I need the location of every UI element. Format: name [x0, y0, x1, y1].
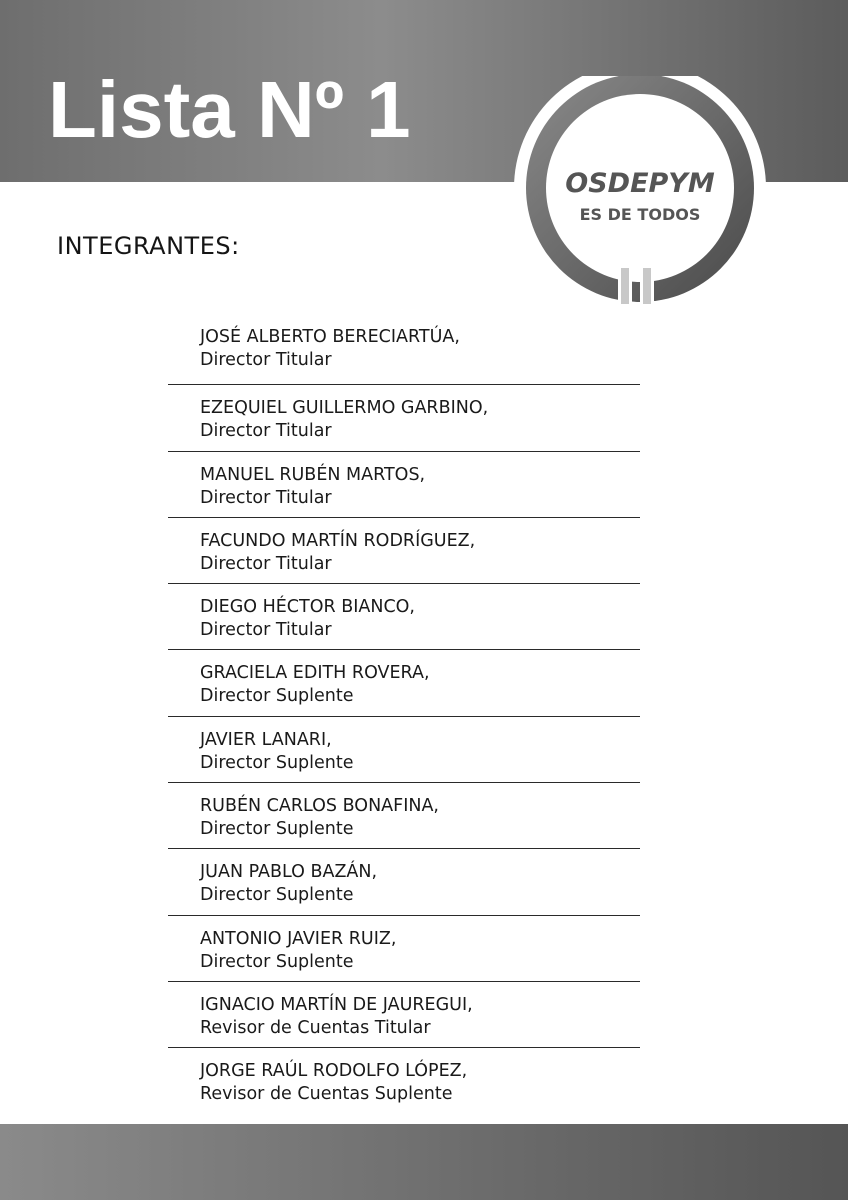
footer-band	[0, 1124, 848, 1200]
member-name: MANUEL RUBÉN MARTOS,	[200, 464, 426, 485]
list-item	[168, 517, 640, 583]
member-role: Director Suplente	[200, 819, 354, 840]
member-name: ANTONIO JAVIER RUIZ,	[200, 928, 397, 949]
member-role: Director Suplente	[200, 885, 354, 906]
member-name: FACUNDO MARTÍN RODRÍGUEZ,	[200, 530, 476, 551]
members-list	[168, 318, 640, 1114]
member-name: EZEQUIEL GUILLERMO GARBINO,	[200, 398, 489, 419]
member-role: Revisor de Cuentas Titular	[200, 1017, 431, 1038]
logo-name: OSDEPYM	[565, 168, 715, 199]
member-name: JUAN PABLO BAZÁN,	[200, 862, 378, 883]
section-heading: INTEGRANTES:	[57, 232, 240, 260]
list-item	[168, 782, 640, 848]
osdepym-logo	[514, 76, 766, 308]
list-item	[168, 583, 640, 649]
list-item	[168, 1047, 640, 1113]
member-name: RUBÉN CARLOS BONAFINA,	[200, 796, 439, 817]
list-item	[168, 848, 640, 914]
list-item	[168, 649, 640, 715]
list-item	[168, 915, 640, 981]
list-item	[168, 981, 640, 1047]
member-role: Revisor de Cuentas Suplente	[200, 1084, 453, 1105]
member-role: Director Titular	[200, 421, 332, 442]
member-role: Director Titular	[200, 553, 332, 574]
member-role: Director Suplente	[200, 686, 354, 707]
member-role: Director Titular	[200, 620, 332, 641]
page-title: Lista Nº 1	[48, 65, 411, 154]
member-name: JORGE RAÚL RODOLFO LÓPEZ,	[200, 1061, 468, 1082]
list-item	[168, 318, 640, 384]
member-name: IGNACIO MARTÍN DE JAUREGUI,	[200, 994, 473, 1015]
logo-tagline: ES DE TODOS	[579, 205, 701, 224]
member-name: DIEGO HÉCTOR BIANCO,	[200, 597, 415, 618]
list-item	[168, 451, 640, 517]
member-name: JOSÉ ALBERTO BERECIARTÚA,	[200, 327, 460, 347]
member-name: GRACIELA EDITH ROVERA,	[200, 663, 430, 684]
member-role: Director Suplente	[200, 951, 354, 972]
member-role: Director Titular	[200, 487, 332, 508]
member-name: JAVIER LANARI,	[200, 729, 332, 750]
list-item	[168, 384, 640, 450]
list-item	[168, 716, 640, 782]
member-role: Director Titular	[200, 350, 332, 370]
member-role: Director Suplente	[200, 752, 354, 773]
